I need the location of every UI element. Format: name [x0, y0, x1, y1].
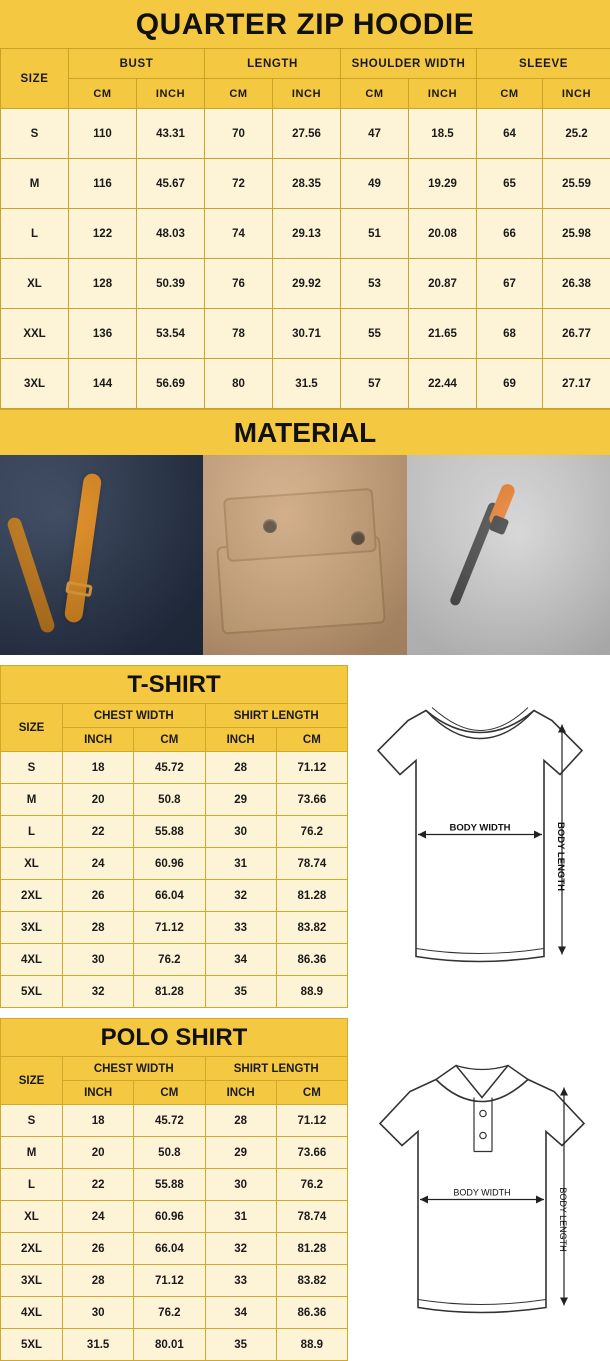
hoodie-cell: 56.69 [137, 359, 205, 409]
navy-hoodie-drawstring-photo [0, 455, 203, 655]
hoodie-cell: 20.08 [409, 209, 477, 259]
hoodie-unit-shoulder-cm: CM [341, 79, 409, 109]
table-row [1, 912, 348, 944]
table-row [1, 309, 610, 359]
hoodie-unit-shoulder-inch: INCH [409, 79, 477, 109]
hoodie-row-size: S [1, 109, 69, 159]
material-photo-row [0, 455, 610, 655]
hoodie-unit-sleeve-cm: CM [477, 79, 543, 109]
hoodie-cell: 67 [477, 259, 543, 309]
polo-cell: 83.82 [276, 1265, 347, 1297]
tshirt-cell: 24 [63, 848, 134, 880]
polo-cell: 22 [63, 1169, 134, 1201]
hoodie-cell: 27.17 [543, 359, 610, 409]
polo-cell: 55.88 [134, 1169, 205, 1201]
polo-cell: 30 [63, 1297, 134, 1329]
tshirt-cell: 30 [63, 944, 134, 976]
polo-diagram [348, 1018, 610, 1361]
tshirt-row-size: 3XL [1, 912, 63, 944]
tshirt-body-length-label: BODY LENGTH [555, 822, 566, 891]
hoodie-cell: 25.2 [543, 109, 610, 159]
hoodie-row-size: XL [1, 259, 69, 309]
polo-outline-svg [348, 1018, 610, 1361]
polo-cell: 66.04 [134, 1233, 205, 1265]
hoodie-cell: 26.77 [543, 309, 610, 359]
hoodie-cell: 53.54 [137, 309, 205, 359]
tshirt-unit-length-cm: CM [276, 728, 347, 752]
tshirt-section [0, 665, 610, 1008]
tshirt-row-size: M [1, 784, 63, 816]
hoodie-cell: 68 [477, 309, 543, 359]
hoodie-cell: 27.56 [273, 109, 341, 159]
hoodie-cell: 48.03 [137, 209, 205, 259]
polo-cell: 86.36 [276, 1297, 347, 1329]
tshirt-cell: 32 [63, 976, 134, 1008]
hoodie-cell: 18.5 [409, 109, 477, 159]
hoodie-cell: 57 [341, 359, 409, 409]
hoodie-row-size: M [1, 159, 69, 209]
table-row [1, 1137, 348, 1169]
table-row [1, 359, 610, 409]
tshirt-row-size: 4XL [1, 944, 63, 976]
tan-pocket-snap-photo [203, 455, 406, 655]
hoodie-cell: 51 [341, 209, 409, 259]
table-row [1, 1105, 348, 1137]
table-row [1, 816, 348, 848]
polo-cell: 60.96 [134, 1201, 205, 1233]
hoodie-header-groups [1, 49, 610, 79]
polo-table-body [1, 1105, 348, 1361]
hoodie-cell: 31.5 [273, 359, 341, 409]
tshirt-cell: 73.66 [276, 784, 347, 816]
hoodie-cell: 70 [205, 109, 273, 159]
hoodie-cell: 49 [341, 159, 409, 209]
photo-shading [0, 455, 203, 655]
tshirt-cell: 83.82 [276, 912, 347, 944]
photo-shading [407, 455, 610, 655]
hoodie-cell: 74 [205, 209, 273, 259]
hoodie-table-body [1, 109, 610, 409]
polo-size-table [0, 1056, 348, 1361]
tshirt-cell: 20 [63, 784, 134, 816]
polo-cell: 81.28 [276, 1233, 347, 1265]
material-title: MATERIAL [0, 409, 610, 455]
polo-cell: 71.12 [276, 1105, 347, 1137]
polo-header-size: SIZE [1, 1057, 63, 1105]
polo-row-size: L [1, 1169, 63, 1201]
polo-cell: 73.66 [276, 1137, 347, 1169]
table-row [1, 1329, 348, 1361]
tshirt-header-groups [1, 704, 348, 728]
polo-cell: 18 [63, 1105, 134, 1137]
polo-cell: 76.2 [276, 1169, 347, 1201]
tshirt-outline-svg [348, 665, 610, 1008]
hoodie-cell: 122 [69, 209, 137, 259]
tshirt-cell: 86.36 [276, 944, 347, 976]
polo-unit-chest-cm: CM [134, 1081, 205, 1105]
hoodie-unit-bust-cm: CM [69, 79, 137, 109]
hoodie-header-units [1, 79, 610, 109]
hoodie-cell: 29.13 [273, 209, 341, 259]
table-row [1, 159, 610, 209]
hoodie-cell: 80 [205, 359, 273, 409]
table-row [1, 259, 610, 309]
hoodie-cell: 26.38 [543, 259, 610, 309]
hoodie-cell: 69 [477, 359, 543, 409]
tshirt-cell: 81.28 [276, 880, 347, 912]
polo-cell: 31 [205, 1201, 276, 1233]
hoodie-row-size: 3XL [1, 359, 69, 409]
hoodie-cell: 76 [205, 259, 273, 309]
polo-button-icon [480, 1110, 486, 1116]
hoodie-title: QUARTER ZIP HOODIE [0, 0, 610, 48]
polo-section [0, 1018, 610, 1361]
polo-row-size: S [1, 1105, 63, 1137]
tshirt-cell: 35 [205, 976, 276, 1008]
hoodie-header-length: LENGTH [205, 49, 341, 79]
polo-header-chest-width: CHEST WIDTH [63, 1057, 206, 1081]
tshirt-body-width-label: BODY WIDTH [449, 823, 510, 834]
polo-unit-length-cm: CM [276, 1081, 347, 1105]
table-row [1, 1201, 348, 1233]
polo-row-size: 2XL [1, 1233, 63, 1265]
tshirt-unit-chest-inch: INCH [63, 728, 134, 752]
table-row [1, 976, 348, 1008]
tshirt-header-chest-width: CHEST WIDTH [63, 704, 206, 728]
hoodie-cell: 53 [341, 259, 409, 309]
table-row [1, 1265, 348, 1297]
hoodie-cell: 22.44 [409, 359, 477, 409]
hoodie-cell: 110 [69, 109, 137, 159]
polo-cell: 76.2 [134, 1297, 205, 1329]
tshirt-cell: 71.12 [276, 752, 347, 784]
hoodie-cell: 25.98 [543, 209, 610, 259]
hoodie-unit-bust-inch: INCH [137, 79, 205, 109]
tshirt-cell: 71.12 [134, 912, 205, 944]
tshirt-header-shirt-length: SHIRT LENGTH [205, 704, 348, 728]
polo-row-size: XL [1, 1201, 63, 1233]
tshirt-cell: 31 [205, 848, 276, 880]
polo-cell: 78.74 [276, 1201, 347, 1233]
hoodie-header-sleeve: SLEEVE [477, 49, 610, 79]
tshirt-row-size: S [1, 752, 63, 784]
hoodie-cell: 29.92 [273, 259, 341, 309]
tshirt-cell: 18 [63, 752, 134, 784]
hoodie-unit-length-inch: INCH [273, 79, 341, 109]
polo-cell: 31.5 [63, 1329, 134, 1361]
table-row [1, 109, 610, 159]
tshirt-cell: 66.04 [134, 880, 205, 912]
polo-cell: 45.72 [134, 1105, 205, 1137]
polo-cell: 24 [63, 1201, 134, 1233]
polo-header-groups [1, 1057, 348, 1081]
polo-cell: 30 [205, 1169, 276, 1201]
tshirt-row-size: L [1, 816, 63, 848]
table-row [1, 752, 348, 784]
hoodie-cell: 144 [69, 359, 137, 409]
hoodie-row-size: XXL [1, 309, 69, 359]
hoodie-unit-sleeve-inch: INCH [543, 79, 610, 109]
hoodie-header-shoulder-width: SHOULDER WIDTH [341, 49, 477, 79]
polo-header-shirt-length: SHIRT LENGTH [205, 1057, 348, 1081]
polo-body-width-label: BODY WIDTH [453, 1188, 510, 1198]
tshirt-size-table [0, 703, 348, 1008]
tshirt-cell: 22 [63, 816, 134, 848]
polo-cell: 33 [205, 1265, 276, 1297]
table-row [1, 880, 348, 912]
hoodie-cell: 30.71 [273, 309, 341, 359]
polo-cell: 50.8 [134, 1137, 205, 1169]
tshirt-cell: 78.74 [276, 848, 347, 880]
table-row [1, 944, 348, 976]
tshirt-unit-length-inch: INCH [205, 728, 276, 752]
tshirt-cell: 28 [205, 752, 276, 784]
polo-row-size: 5XL [1, 1329, 63, 1361]
polo-cell: 32 [205, 1233, 276, 1265]
table-row [1, 784, 348, 816]
tshirt-unit-chest-cm: CM [134, 728, 205, 752]
polo-row-size: 3XL [1, 1265, 63, 1297]
tshirt-title: T-SHIRT [0, 665, 348, 703]
tshirt-row-size: 5XL [1, 976, 63, 1008]
polo-cell: 71.12 [134, 1265, 205, 1297]
table-row [1, 1233, 348, 1265]
tshirt-header-size: SIZE [1, 704, 63, 752]
tshirt-cell: 50.8 [134, 784, 205, 816]
polo-table-wrap [0, 1018, 348, 1361]
tshirt-cell: 45.72 [134, 752, 205, 784]
hoodie-cell: 47 [341, 109, 409, 159]
polo-unit-length-inch: INCH [205, 1081, 276, 1105]
tshirt-cell: 32 [205, 880, 276, 912]
tshirt-cell: 30 [205, 816, 276, 848]
tshirt-cell: 60.96 [134, 848, 205, 880]
table-row [1, 209, 610, 259]
table-row [1, 1297, 348, 1329]
hoodie-cell: 50.39 [137, 259, 205, 309]
hoodie-cell: 72 [205, 159, 273, 209]
tshirt-diagram [348, 665, 610, 1008]
hoodie-size-table [0, 48, 610, 409]
table-row [1, 848, 348, 880]
hoodie-header-bust: BUST [69, 49, 205, 79]
tshirt-cell: 29 [205, 784, 276, 816]
hoodie-header-size: SIZE [1, 49, 69, 109]
tshirt-cell: 88.9 [276, 976, 347, 1008]
hoodie-cell: 55 [341, 309, 409, 359]
hoodie-cell: 45.67 [137, 159, 205, 209]
polo-unit-chest-inch: INCH [63, 1081, 134, 1105]
hoodie-unit-length-cm: CM [205, 79, 273, 109]
tshirt-cell: 34 [205, 944, 276, 976]
hoodie-cell: 64 [477, 109, 543, 159]
polo-row-size: 4XL [1, 1297, 63, 1329]
polo-cell: 26 [63, 1233, 134, 1265]
polo-cell: 88.9 [276, 1329, 347, 1361]
hoodie-cell: 78 [205, 309, 273, 359]
tshirt-row-size: 2XL [1, 880, 63, 912]
polo-cell: 28 [63, 1265, 134, 1297]
hoodie-cell: 20.87 [409, 259, 477, 309]
tshirt-cell: 33 [205, 912, 276, 944]
tshirt-table-wrap [0, 665, 348, 1008]
polo-cell: 35 [205, 1329, 276, 1361]
polo-cell: 80.01 [134, 1329, 205, 1361]
hoodie-cell: 43.31 [137, 109, 205, 159]
tshirt-cell: 81.28 [134, 976, 205, 1008]
hoodie-cell: 128 [69, 259, 137, 309]
polo-cell: 20 [63, 1137, 134, 1169]
polo-title: POLO SHIRT [0, 1018, 348, 1056]
tshirt-table-body [1, 752, 348, 1008]
hoodie-cell: 21.65 [409, 309, 477, 359]
tshirt-cell: 26 [63, 880, 134, 912]
hoodie-row-size: L [1, 209, 69, 259]
tshirt-cell: 76.2 [134, 944, 205, 976]
polo-cell: 28 [205, 1105, 276, 1137]
tshirt-cell: 28 [63, 912, 134, 944]
polo-cell: 29 [205, 1137, 276, 1169]
grey-zipper-pull-photo [407, 455, 610, 655]
hoodie-cell: 65 [477, 159, 543, 209]
polo-button-icon [480, 1132, 486, 1138]
hoodie-cell: 116 [69, 159, 137, 209]
polo-row-size: M [1, 1137, 63, 1169]
hoodie-cell: 25.59 [543, 159, 610, 209]
photo-shading [203, 455, 406, 655]
tshirt-row-size: XL [1, 848, 63, 880]
hoodie-cell: 66 [477, 209, 543, 259]
polo-body-length-label: BODY LENGTH [558, 1187, 568, 1251]
polo-cell: 34 [205, 1297, 276, 1329]
hoodie-cell: 136 [69, 309, 137, 359]
hoodie-cell: 19.29 [409, 159, 477, 209]
tshirt-cell: 55.88 [134, 816, 205, 848]
table-row [1, 1169, 348, 1201]
hoodie-cell: 28.35 [273, 159, 341, 209]
tshirt-cell: 76.2 [276, 816, 347, 848]
